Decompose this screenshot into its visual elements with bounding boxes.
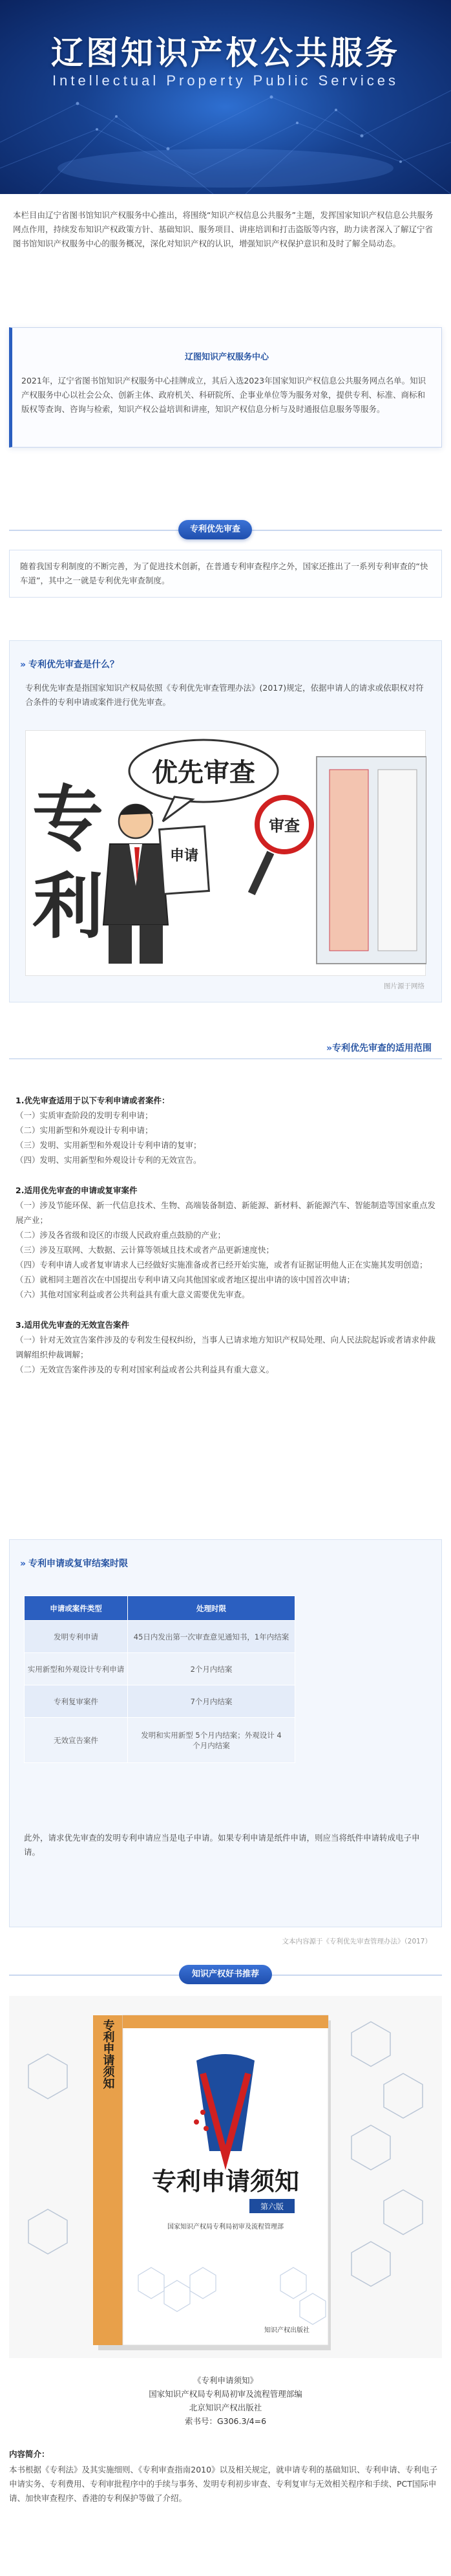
chevron-right-icon: » — [20, 660, 26, 670]
chevron-right-icon: » — [20, 1559, 26, 1569]
time-limit-heading: » 专利申请或复审结案时限 — [20, 1559, 129, 1569]
summary-text: 本书根据《专利法》及其实施细则、《专利审查指南2010》以及相关规定，就申请专利的基础知识、专利申请、专利电子申请实务、专利费用、专利审批程序中的手续与事务、发明专利初步审查、专利复审与无效相关程序和手续、PCT国际申请、加快审查程序、香港的专利保护等做了介绍。 — [9, 2465, 438, 2503]
illus-review-text: 审查 — [269, 817, 300, 835]
book-heading-wrap — [0, 1965, 451, 1984]
book-cover-title: 专利申请须知 — [151, 2167, 300, 2196]
book-cover-publisher: 知识产权出版社 — [264, 2327, 309, 2334]
illus-big-char-2: 利 — [32, 865, 103, 948]
table-cell: 发明专利申请 — [25, 1621, 128, 1653]
service-center-title: 辽图知识产权服务中心 — [184, 352, 269, 362]
chevron-right-icon: » — [326, 1043, 332, 1054]
scope-item: （六）其他对国家利益或者公共利益具有重大意义需要优先审查。 — [16, 1290, 250, 1299]
book-spine-title: 专利申请须知 — [101, 2019, 115, 2089]
intro-paragraph: 本栏目由辽宁省图书馆知识产权服务中心推出，将围绕“知识产权信息公共服务”主题，发挥国家知识产权信息公共服务网点作用，持续发布知识产权政策方针、基础知识、服务项目、讲座培训和打击盗版等内容，助力读者深入了解辽宁省图书馆知识产权服务中心的服务概况，深化对知识产权的认识，增强知识产权保护意识和及时了解全局动态。 — [13, 210, 434, 248]
scope-item: （二）实用新型和外观设计专利申请； — [16, 1125, 153, 1135]
scope-group-title: 2.适用优先审查的申请或复审案件 — [16, 1185, 138, 1195]
scope-group-title: 1.优先审查适用于以下专利申请或者案件： — [16, 1096, 170, 1105]
table-cell: 实用新型和外观设计专利申请 — [25, 1653, 128, 1685]
header-banner — [0, 0, 451, 194]
book-info — [0, 2374, 451, 2428]
illus-priority-text: 优先审查 — [152, 758, 255, 788]
banner-title: 辽图知识产权公共服务 — [51, 34, 400, 72]
table-header-row — [25, 1596, 295, 1621]
scope-item: （五）就相同主题首次在中国提出专利申请又向其他国家或者地区提出申请的该中国首次申请； — [16, 1275, 355, 1284]
book-info-author: 国家知识产权局专利局初审及流程管理部编 — [149, 2389, 302, 2399]
time-limit-table — [24, 1596, 295, 1763]
book-info-title: 《专利申请须知》 — [193, 2376, 258, 2385]
scope-divider — [9, 1058, 442, 1059]
definition-panel — [9, 640, 442, 1002]
illus-apply-text: 申请 — [169, 848, 199, 864]
table-header-cell: 处理时限 — [128, 1596, 295, 1621]
priority-review-illustration — [25, 730, 426, 976]
time-limit-note: 此外，请求优先审查的发明专利申请应当是电子申请。如果专利申请是纸件申请，则应当将纸件申请转成电子申请。 — [24, 1833, 420, 1857]
service-center-body: 2021年，辽宁省图书馆知识产权服务中心挂牌成立，其后入选2023年国家知识产权信息公共服务网点名单。知识产权服务中心以社会公众、创新主体、政府机关、科研院所、企事业单位等为服务对象，提供专利、标准、商标和版权等查询、咨询与检索，知识产权公益培训和讲座，知识产权信息分析与及时通报信息服务等服务。 — [21, 376, 426, 414]
definition-heading: » 专利优先审查是什么？ — [20, 660, 120, 670]
scope-item: （二）无效宣告案件涉及的专利对国家利益或者公共利益具有重大意义。 — [16, 1365, 275, 1374]
section-pill-book: 知识产权好书推荐 — [179, 1965, 272, 1984]
scope-item: （三）涉及互联网、大数据、云计算等领域且技术或者产品更新速度快； — [16, 1245, 275, 1255]
image-caption: 图片源于网络 — [384, 982, 425, 990]
source-note: 文本内容源于《专利优先审查管理办法》（2017） — [282, 1938, 432, 1945]
table-header-cell: 申请或案件类型 — [25, 1596, 128, 1621]
time-limit-panel — [9, 1539, 442, 1927]
scope-item: （四）专利申请人或者复审请求人已经做好实施准备或者已经开始实施，或者有证据证明他人正在实施其发明创造； — [16, 1260, 428, 1270]
scope-item: （一）实质审查阶段的发明专利申请； — [16, 1110, 153, 1120]
table-cell: 7个月内结案 — [128, 1685, 295, 1718]
scope-item: （三）发明、实用新型和外观设计专利申请的复审； — [16, 1140, 202, 1150]
scope-item: （一）针对无效宣告案件涉及的专利发生侵权纠纷，当事人已请求地方知识产权局处理、向人民法院起诉或者请求仲裁调解组织仲裁调解； — [16, 1335, 436, 1359]
service-center-card — [9, 327, 442, 448]
book-info-publisher: 北京知识产权出版社 — [189, 2403, 262, 2412]
book-cover-edition: 第六版 — [260, 2202, 284, 2211]
definition-text: 专利优先审查是指国家知识产权局依照《专利优先审查管理办法》(2017)规定，依据申请人的请求或依职权对符合条件的专利申请或案件进行优先审查。 — [25, 683, 424, 707]
table-cell: 无效宣告案件 — [25, 1718, 128, 1763]
table-cell: 发明和实用新型 5个月内结案；外观设计 4个月内结案 — [128, 1718, 295, 1763]
scope-item: （一）涉及节能环保、新一代信息技术、生物、高端装备制造、新能源、新材料、新能源汽车、智能制造等国家重点发展产业； — [16, 1200, 436, 1225]
book-info-call-number: 索书号：G306.3/4=6 — [184, 2416, 267, 2426]
summary-heading: 内容简介： — [9, 2449, 50, 2459]
scope-heading: »专利优先审查的适用范围 — [326, 1043, 432, 1054]
table-cell: 2个月内结案 — [128, 1653, 295, 1685]
table-cell: 专利复审案件 — [25, 1685, 128, 1718]
section-pill-priority-review: 专利优先审查 — [178, 520, 252, 539]
table-row — [25, 1685, 295, 1718]
book-cover-author: 国家知识产权局专利局初审及流程管理部 — [167, 2224, 284, 2231]
table-row — [25, 1621, 295, 1653]
scope-item: （四）发明、实用新型和外观设计专利的无效宣告。 — [16, 1155, 202, 1165]
scope-group-title: 3.适用优先审查的无效宣告案件 — [16, 1320, 129, 1330]
banner-subtitle: Intellectual Property Public Services — [52, 72, 399, 89]
table-row — [25, 1718, 295, 1763]
book-cover-scene — [9, 1996, 442, 2358]
priority-review-intro: 随着我国专利制度的不断完善，为了促进技术创新，在普通专利审查程序之外，国家还推出了一系列专利审查的“快车道”，其中之一就是专利优先审查制度。 — [9, 550, 442, 598]
illus-big-char-1: 专 — [32, 778, 103, 861]
scope-item: （二）涉及各省级和设区的市级人民政府重点鼓励的产业； — [16, 1230, 226, 1240]
table-row — [25, 1653, 295, 1685]
scope-content — [16, 1093, 435, 1377]
table-cell: 45日内发出第一次审查意见通知书，1年内结案 — [128, 1621, 295, 1653]
